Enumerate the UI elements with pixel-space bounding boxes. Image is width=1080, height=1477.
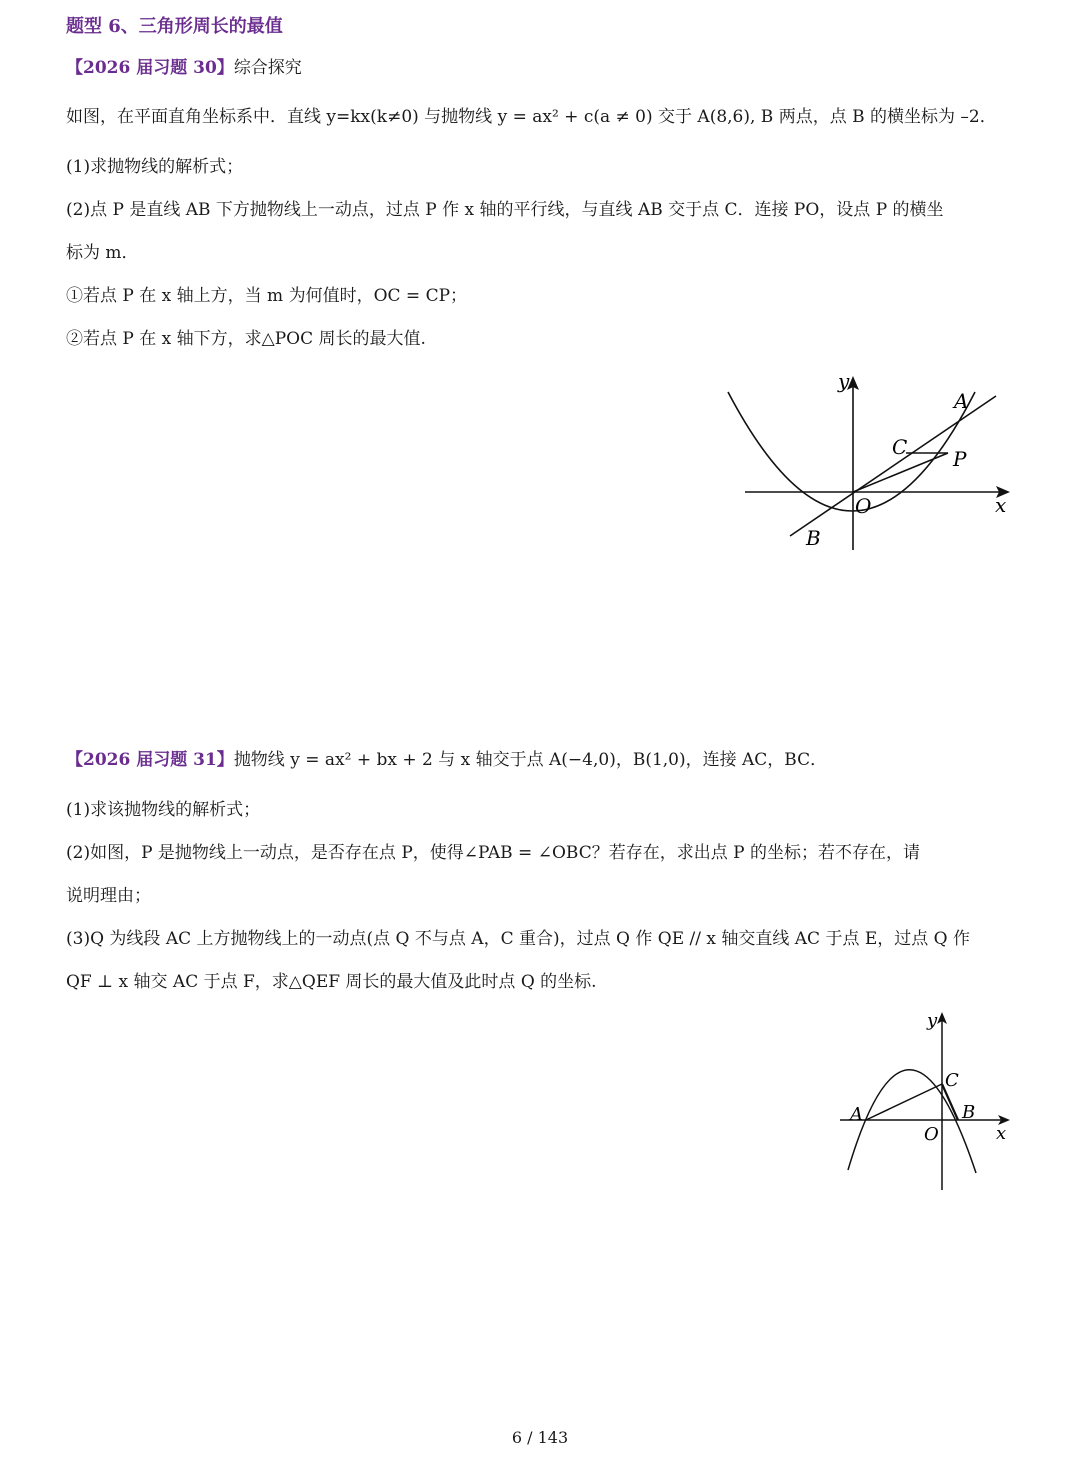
q30-tag: 【2026 届习题 30】 [66, 58, 234, 78]
q30-part2-sub2: ②若点 P 在 x 轴下方，求△POC 周长的最大值. [66, 329, 426, 349]
q30-label-b: B [806, 526, 821, 550]
q31-tag: 【2026 届习题 31】 [66, 750, 234, 770]
q30-part2-line2: 标为 m． [66, 243, 139, 263]
q31-part3-line1: (3)Q 为线段 AC 上方抛物线上的一动点(点 Q 不与点 A，C 重合)，过点 Q 作 QE // x 轴交直线 AC 于点 E，过点 Q 作 [66, 929, 971, 949]
q31-stem-line [66, 748, 827, 772]
q31-part3-line2: QF ⊥ x 轴交 AC 于点 F，求△QEF 周长的最大值及此时点 Q 的坐标. [66, 972, 597, 992]
q31-label-c: C [945, 1070, 959, 1091]
q31-label-o: O [924, 1124, 939, 1145]
q30-label-c: C [892, 435, 908, 459]
q31-part2-line1: (2)如图，P 是抛物线上一动点，是否存在点 P，使得∠PAB = ∠OBC？若存在，求出点 P 的坐标；若不存在，请 [66, 843, 920, 863]
q31-part2-line2: 说明理由； [66, 886, 151, 906]
q31-label-y: y [927, 1010, 938, 1031]
q31-stem: 抛物线 y = ax² + bx + 2 与 x 轴交于点 A(−4,0)，B(1,0)，连接 AC，BC． [233, 750, 828, 770]
q31-part1: (1)求该抛物线的解析式； [66, 800, 261, 820]
q30-tag-suffix: 综合探究 [233, 58, 302, 78]
q30-part1: (1)求抛物线的解析式； [66, 157, 244, 177]
q30-part2-line1: (2)点 P 是直线 AB 下方抛物线上一动点，过点 P 作 x 轴的平行线，与直线 AB 交于点 C．连接 PO，设点 P 的横坐 [66, 200, 944, 220]
q30-stem: 如图，在平面直角坐标系中．直线 y=kx(k≠0) 与抛物线 y = ax² + c(a ≠ 0) 交于 A(8,6), B 两点，点 B 的横坐标为 –2． [66, 107, 997, 127]
q30-label-x: x [995, 493, 1007, 517]
q30-label-a: A [954, 389, 969, 413]
q30-figure [720, 370, 1020, 560]
section-title: 题型 6、三角形周长的最值 [66, 16, 283, 37]
q31-segment-ac [866, 1084, 942, 1120]
q30-label-p: P [953, 447, 967, 471]
q30-part2-sub1: ①若点 P 在 x 轴上方，当 m 为何值时，OC = CP； [66, 286, 468, 306]
q31-label-b: B [962, 1102, 976, 1123]
page-number: 6 / 143 [511, 1428, 569, 1447]
q30-label-o: O [855, 494, 872, 518]
q30-heading [66, 56, 302, 80]
q31-label-a: A [850, 1104, 863, 1125]
q30-label-y: y [838, 369, 850, 393]
q31-label-x: x [996, 1123, 1007, 1144]
q30-parabola [728, 392, 975, 511]
q31-figure [836, 1008, 1016, 1193]
